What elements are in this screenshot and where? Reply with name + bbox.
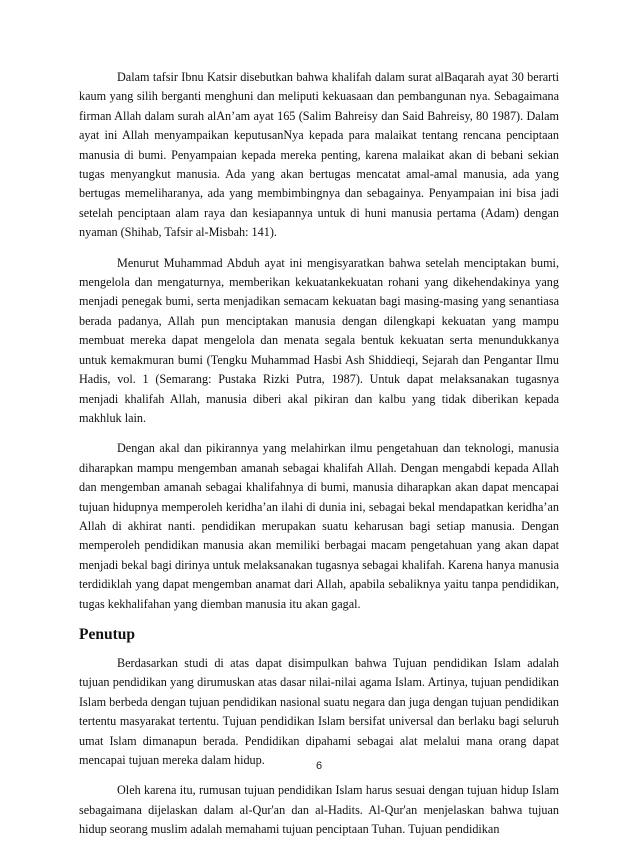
- page-body: [79, 68, 559, 851]
- page-number: 6: [315, 760, 323, 772]
- paragraph-muhammad-abduh: Menurut Muhammad Abduh ayat ini mengisyaratkan bahwa setelah menciptakan bumi, mengelola dan mengaturnya, memberikan kekuatankekuatan rohani yang dikehendakinya yang menjadi penegak bumi, serta menjadikan semacam kekuatan bagi masing-masing yang senantiasa berada padanya, Allah pun menciptakan manusia dengan dilengkapi kekuatan yang mampu membuat mereka dapat mengelola dan menata segala bentuk kekuatan serta menundukkanya untuk kemakmuran bumi (Tengku Muhammad Hasbi Ash Shiddieqi, Sejarah dan Pengantar Ilmu Hadis, vol. 1 (Semarang: Pustaka Rizki Putra, 1987). Untuk dapat melaksanakan tugasnya menjadi khalifah Allah, manusia diberi akal pikiran dan kalbu yang tidak diberikan kepada makhluk lain.: [79, 255, 559, 425]
- paragraph-kesimpulan: Berdasarkan studi di atas dapat disimpulkan bahwa Tujuan pendidikan Islam adalah tujuan pendidikan yang dirumuskan atas dasar nilai-nilai agama Islam. Artinya, tujuan pendidikan Islam berbeda dengan tujuan pendidikan nasional suatu negara dan juga dengan tujuan pendidikan tertentu masyarakat tertentu. Tujuan pendidikan Islam bersifat universal dan berlaku bagi seluruh umat Islam dimanapun berada. Pendidikan dipahami sebagai alat melalui mana orang dapat mencapai tujuan mereka dalam hidup.: [79, 655, 559, 767]
- paragraph-oleh-karena-itu: Oleh karena itu, rumusan tujuan pendidikan Islam harus sesuai dengan tujuan hidup Islam sebagaimana dijelaskan dalam al-Qur'an dan al-Hadits. Al-Qur'an menjelaskan bahwa tujuan hidup seorang muslim adalah memahami tujuan penciptaan Tuhan. Tujuan pendidikan: [79, 783, 559, 837]
- paragraph-akal-pikiran: Dengan akal dan pikirannya yang melahirkan ilmu pengetahuan dan teknologi, manusia diharapkan mampu mengemban amanah sebagai khalifah Allah. Dengan mengabdi kepada Allah dan mengemban amanah sebagai khalifahnya di bumi, manusia diharapkan akan dapat mencapai tujuan hidupnya memperoleh keridha’an ilahi di dunia ini, sebagai bekal mendapatkan keridha’an Allah di akhirat nanti. pendidikan merupakan suatu keharusan bagi setiap manusia. Dengan memperoleh pendidikan manusia akan memiliki berbagai macam pengetahuan yang akan dapat menjadi bekal bagi dirinya untuk melaksanakan tugasnya sebagai khalifah. Karena hanya manusia terdidiklah yang dapat mengemban anamat dari Allah, apabila sebaliknya yaitu tanpa pendidikan, tugas kekhalifahan yang diemban manusia itu akan gagal.: [79, 441, 559, 611]
- section-heading-penutup: Penutup: [79, 625, 135, 643]
- paragraph-khalifah-tafsir: Dalam tafsir Ibnu Katsir disebutkan bahwa khalifah dalam surat alBaqarah ayat 30 berarti kaum yang silih berganti menghuni dan meliputi kekuasaan dan pembangunan nya. Sebagaimana firman Allah dalam surah alAn’am ayat 165 (Salim Bahreisy dan Said Bahreisy, 80 1987). Dalam ayat ini Allah menyampaikan keputusanNya kepada para malaikat tentang rencana penciptaan manusia di bumi. Penyampaian kepada mereka penting, karena malaikat akan di bebani sekian tugas menyangkut manusia. Ada yang akan bertugas mencatat amal-amal manusia, ada yang bertugas memeliharanya, ada yang membimbingnya dan sebagainya. Penyampaian ini bisa jadi setelah penciptaan alam raya dan kesiapannya untuk di huni manusia pertama (Adam) dengan nyaman (Shihab, Tafsir al-Misbah: 141).: [79, 70, 559, 240]
